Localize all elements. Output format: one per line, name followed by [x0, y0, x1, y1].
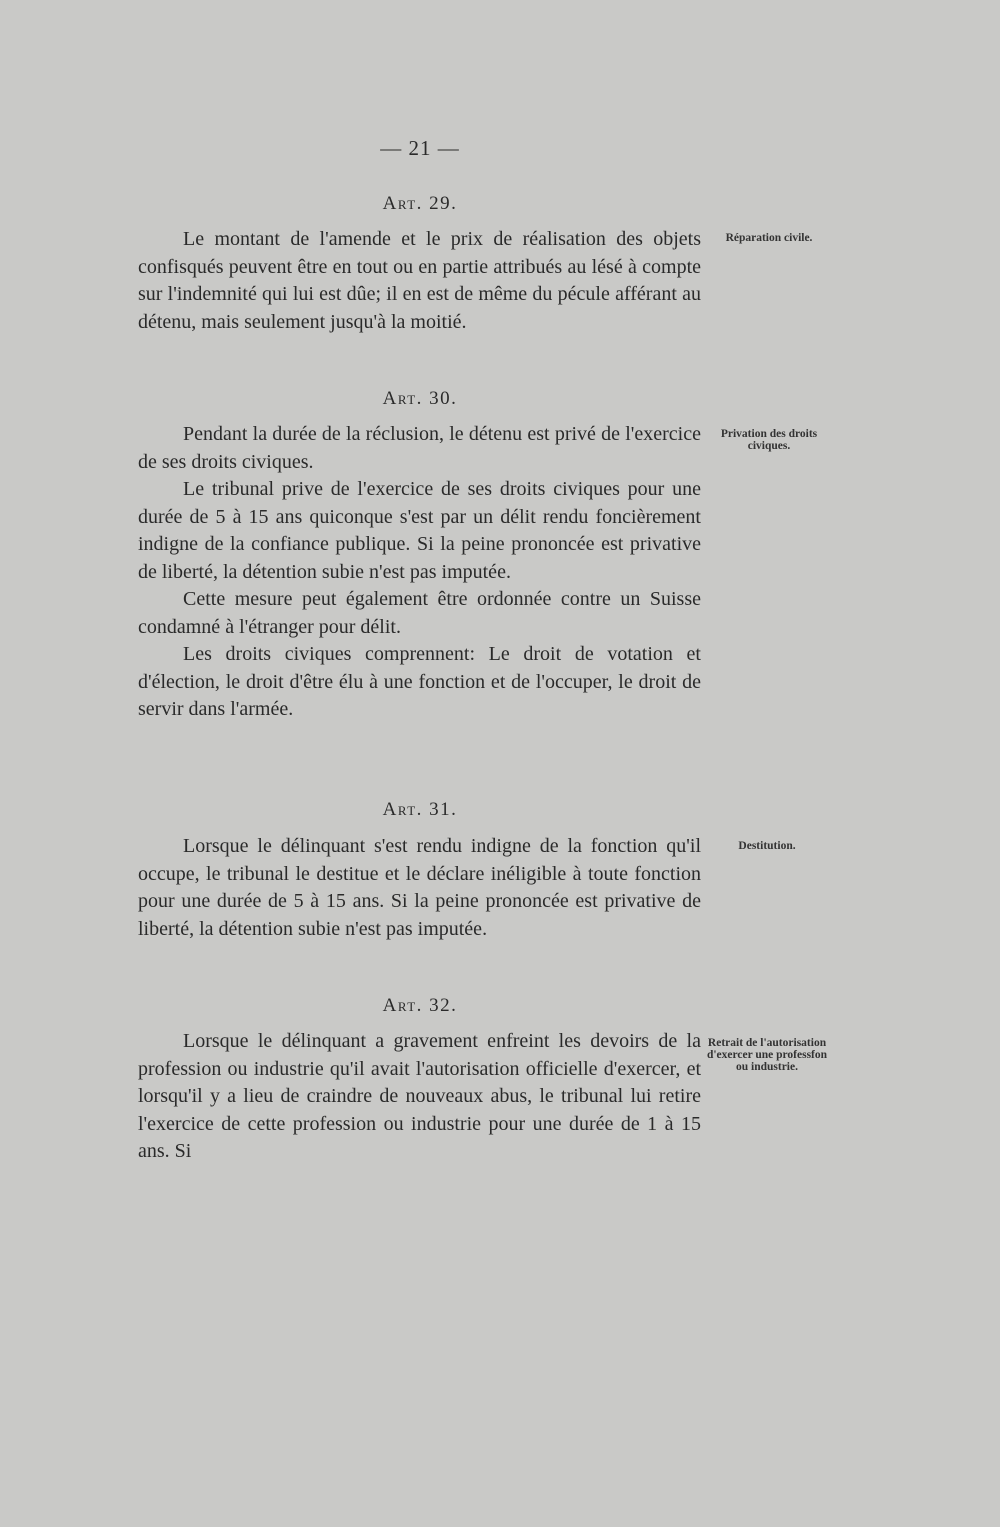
- paragraph: Le montant de l'amende et le prix de réalisation des objets confisqués peuvent être en tout ou en partie attribués au lésé à compte sur l'indemnité qui lui est dûe; il en est de même du pécule afférant au détenu, mais seulement jusqu'à la moitié.: [138, 228, 701, 333]
- article-32-body: [138, 1028, 701, 1166]
- article-heading-text: Art. 29.: [382, 193, 458, 214]
- article-30-heading: [0, 388, 840, 410]
- paragraph: Les droits civiques comprennent: Le droit de votation et d'élection, le droit d'être élu à une fonction et de l'occuper, le droit de servir dans l'armée.: [138, 643, 701, 720]
- page-number: — 21 —: [380, 136, 460, 160]
- article-31-body: [138, 833, 701, 943]
- margin-note-privation-droits-civiques: Privation des droits civiques.: [720, 428, 818, 452]
- paragraph: Lorsque le délinquant s'est rendu indigne de la fonction qu'il occupe, le tribunal le destitue et le déclare inéligible à toute fonction pour une durée de 5 à 15 ans. Si la peine prononcée est privative de liberté, la détention subie n'est pas imputée.: [138, 835, 701, 940]
- article-heading-text: Art. 30.: [382, 388, 458, 409]
- paragraph: Lorsque le délinquant a gravement enfreint les devoirs de la profession ou industrie qu'il avait l'autorisation officielle d'exercer, et lorsqu'il y a lieu de craindre de nouveaux abus, le tribunal lui retire l'exercice de cette profession ou industrie pour une durée de 1 à 15 ans. Si: [138, 1030, 701, 1162]
- article-32-heading: [0, 995, 840, 1017]
- article-29-heading: [0, 193, 840, 215]
- paragraph: Pendant la durée de la réclusion, le détenu est privé de l'exercice de ses droits civiques.: [138, 423, 701, 473]
- article-29-body: [138, 226, 701, 336]
- margin-note-destitution: Destitution.: [738, 840, 796, 852]
- article-heading-text: Art. 32.: [382, 995, 458, 1016]
- paragraph: Le tribunal prive de l'exercice de ses droits civiques pour une durée de 5 à 15 ans quiconque s'est par un délit rendu foncièrement indigne de la confiance publique. Si la peine prononcée est privative de liberté, la détention subie n'est pas imputée.: [138, 478, 701, 583]
- article-heading-text: Art. 31.: [382, 799, 458, 820]
- article-30-body: [138, 421, 701, 724]
- margin-note-reparation-civile: Réparation civile.: [725, 232, 813, 244]
- article-31-heading: [0, 799, 840, 821]
- paragraph: Cette mesure peut également être ordonnée contre un Suisse condamné à l'étranger pour délit.: [138, 588, 701, 638]
- margin-note-retrait-autorisation: Retrait de l'autorisation d'exercer une professfon ou industrie.: [706, 1037, 828, 1073]
